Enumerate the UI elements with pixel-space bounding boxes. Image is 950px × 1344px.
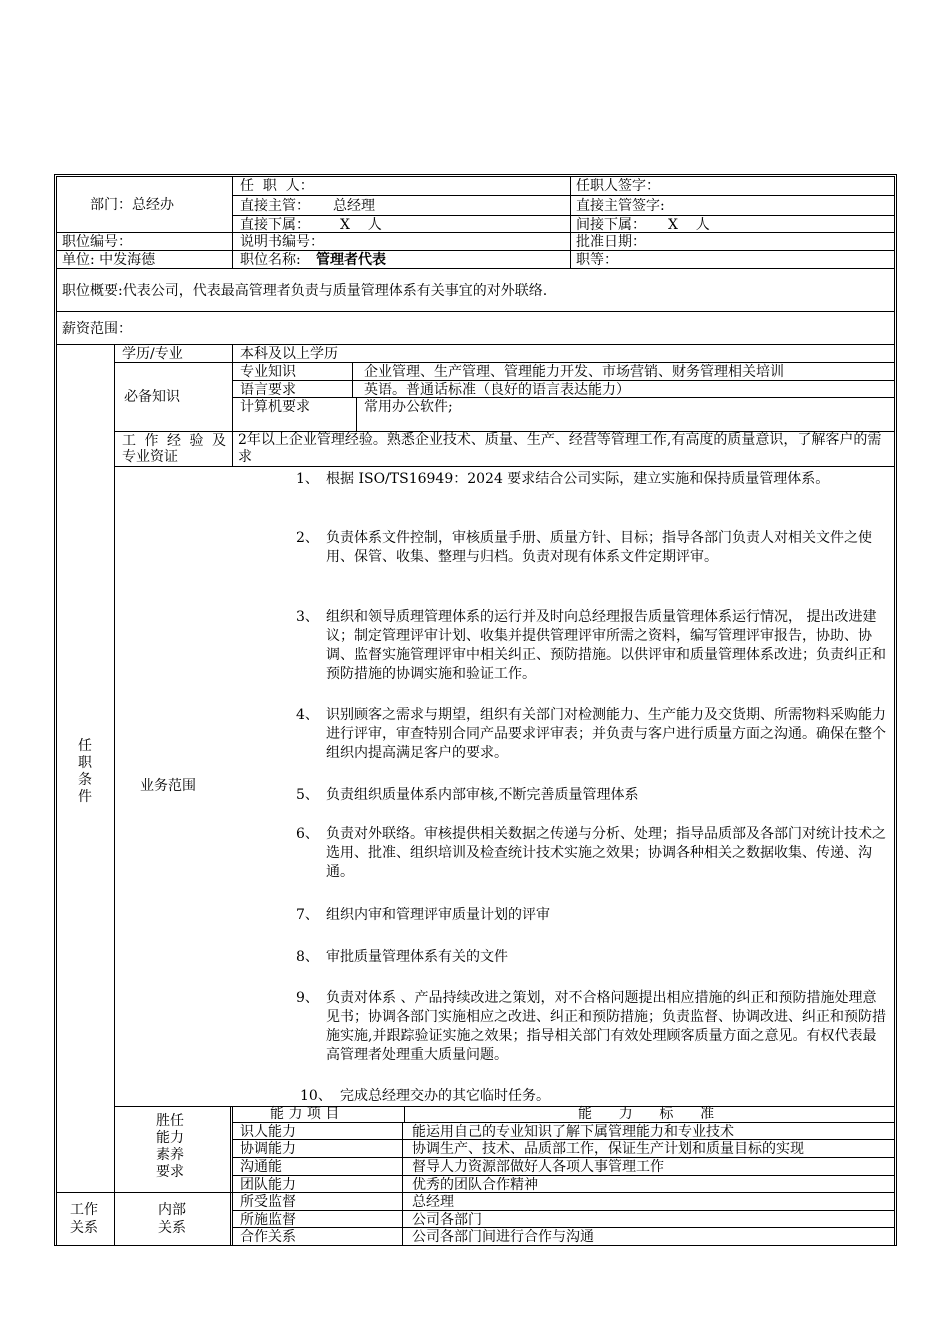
experience-value: 2年以上企业管理经验。熟悉企业技术、质量、生产、经营等管理工作,有高度的质量意识，了解客户的需求 bbox=[238, 432, 882, 465]
duty-item: 4、 识别顾客之需求与期望，组织有关部门对检测能力、生产能力及交货期、所需物料采购能力进行评审，审查特别合同产品要求评审表；并负责与客户进行质量方面之沟通。确保在整个组织内提高满足客户的要求。 bbox=[296, 707, 886, 761]
direct-subordinates-value: X 人 bbox=[340, 217, 382, 233]
language-label: 语言要求 bbox=[240, 382, 296, 398]
business-scope-label: 业务范围 bbox=[140, 778, 196, 794]
competence-standard: 优秀的团队合作精神 bbox=[412, 1177, 538, 1193]
approval-date-label: 批准日期： bbox=[576, 234, 646, 250]
holder-sign-label: 任职人签字： bbox=[576, 178, 660, 194]
experience-label-1: 工 作 经 验 及 bbox=[122, 433, 226, 449]
relation-value: 公司各部门 bbox=[412, 1212, 482, 1228]
internal-relations-label-1: 内部 bbox=[158, 1202, 186, 1218]
indirect-subordinates-label: 间接下属： bbox=[576, 217, 646, 233]
duty-item: 1、 根据 ISO/TS16949：2024 要求结合公司实际，建立实施和保持质量管理体系。 bbox=[296, 471, 830, 487]
duty-item: 3、 组织和领导质理管理体系的运行并及时向总经理报告质量管理体系运行情况， 提出改进建议；制定管理评审计划、收集并提供管理评审所需之资料，编写管理评审报告，协助、协调、监督实施管理评审中相关纠正、预防措施。以供评审和质量管理体系改进；负责纠正和预防措施的协调实施和验证工作。 bbox=[296, 609, 886, 682]
education-label: 学历/专业 bbox=[122, 346, 183, 362]
doc-no-label: 说明书编号： bbox=[240, 234, 324, 250]
experience-label-2: 专业资证 bbox=[122, 449, 178, 465]
duty-item: 7、 组织内审和管理评审质量计划的评审 bbox=[296, 907, 550, 923]
duty-item: 9、 负责对体系 、产品持续改进之策划，对不合格问题提出相应措施的纠正和预防措施处理意见书；协调各部门实施相应之改进、纠正和预防措施；负责监督、协调改进、纠正和预防措施实施,并跟踪验证实施之效果；指导相关部门有效处理顾客质量方面之意见。有权代表最高管理者处理重大质量问题。 bbox=[296, 990, 886, 1063]
holder-label: 任 职 人： bbox=[240, 178, 314, 194]
direct-supervisor-sign-label: 直接主管签字: bbox=[576, 198, 665, 214]
computer-value: 常用办公软件; bbox=[364, 399, 453, 415]
direct-supervisor-value: 总经理 bbox=[333, 198, 375, 214]
relation-label: 合作关系 bbox=[240, 1229, 296, 1245]
language-value: 英语。普通话标准（良好的语言表达能力） bbox=[364, 382, 630, 398]
duty-item: 10、 完成总经理交办的其它临时任务。 bbox=[300, 1088, 550, 1104]
competence-item: 团队能力 bbox=[240, 1177, 296, 1193]
relation-value: 公司各部门间进行合作与沟通 bbox=[412, 1229, 594, 1245]
internal-relations-label-2: 关系 bbox=[158, 1220, 186, 1236]
relation-label: 所受监督 bbox=[240, 1194, 296, 1210]
department: 部门：总经办 bbox=[90, 197, 174, 213]
duty-item: 8、 审批质量管理体系有关的文件 bbox=[296, 949, 508, 965]
grade-label: 职等： bbox=[576, 252, 618, 268]
competence-standard: 能运用自己的专业知识了解下属管理能力和专业技术 bbox=[412, 1124, 734, 1140]
salary-range: 薪资范围： bbox=[62, 321, 132, 337]
qualifications-section-label: 任职条件 bbox=[78, 738, 92, 805]
relation-label: 所施监督 bbox=[240, 1212, 296, 1228]
computer-label: 计算机要求 bbox=[240, 399, 310, 415]
position-name-value: 管理者代表 bbox=[316, 252, 386, 268]
relations-label-1: 工作 bbox=[70, 1202, 98, 1218]
competence-standard: 协调生产、技术、品质部工作，保证生产计划和质量目标的实现 bbox=[412, 1141, 804, 1157]
direct-subordinates-label: 直接下属： bbox=[240, 217, 310, 233]
competence-item: 识人能力 bbox=[240, 1124, 296, 1140]
competence-label-1: 胜任 bbox=[156, 1113, 184, 1129]
education-value: 本科及以上学历 bbox=[240, 346, 338, 362]
duty-item: 6、 负责对外联络。审核提供相关数据之传递与分析、处理；指导品质部及各部门对统计技术之选用、批准、组织培训及检查统计技术实施之效果；协调各种相关之数据收集、传递、沟通。 bbox=[296, 826, 886, 880]
duty-item: 2、 负责体系文件控制，审核质量手册、质量方针、目标；指导各部门负责人对相关文件之使用、保管、收集、整理与归档。负责对现有体系文件定期评审。 bbox=[296, 530, 872, 565]
competence-standard: 督导人力资源部做好人各项人事管理工作 bbox=[412, 1159, 664, 1175]
relations-label-2: 关系 bbox=[70, 1220, 98, 1236]
prof-knowledge-label: 专业知识 bbox=[240, 364, 296, 380]
position-no-label: 职位编号： bbox=[62, 234, 132, 250]
competence-item: 协调能力 bbox=[240, 1141, 296, 1157]
direct-supervisor-label: 直接主管： bbox=[240, 198, 310, 214]
prof-knowledge-value: 企业管理、生产管理、管理能力开发、市场营销、财务管理相关培训 bbox=[364, 364, 784, 380]
position-name-label: 职位名称: bbox=[240, 252, 301, 268]
competence-header-item: 能 力 项 目 bbox=[270, 1106, 340, 1122]
knowledge-label: 必备知识 bbox=[124, 389, 180, 405]
competence-label-4: 要求 bbox=[156, 1164, 184, 1180]
position-summary: 职位概要:代表公司，代表最高管理者负责与质量管理体系有关事宜的对外联络. bbox=[62, 283, 548, 299]
relation-value: 总经理 bbox=[412, 1194, 454, 1210]
unit: 单位: 中发海德 bbox=[62, 252, 156, 268]
competence-item: 沟通能 bbox=[240, 1159, 282, 1175]
competence-label-2: 能力 bbox=[156, 1130, 184, 1146]
duty-item: 5、 负责组织质量体系内部审核,不断完善质量管理体系 bbox=[296, 787, 639, 803]
competence-header-standard: 能 力 标 准 bbox=[578, 1106, 715, 1122]
indirect-subordinates-value: X 人 bbox=[668, 217, 710, 233]
competence-label-3: 素养 bbox=[156, 1147, 184, 1163]
